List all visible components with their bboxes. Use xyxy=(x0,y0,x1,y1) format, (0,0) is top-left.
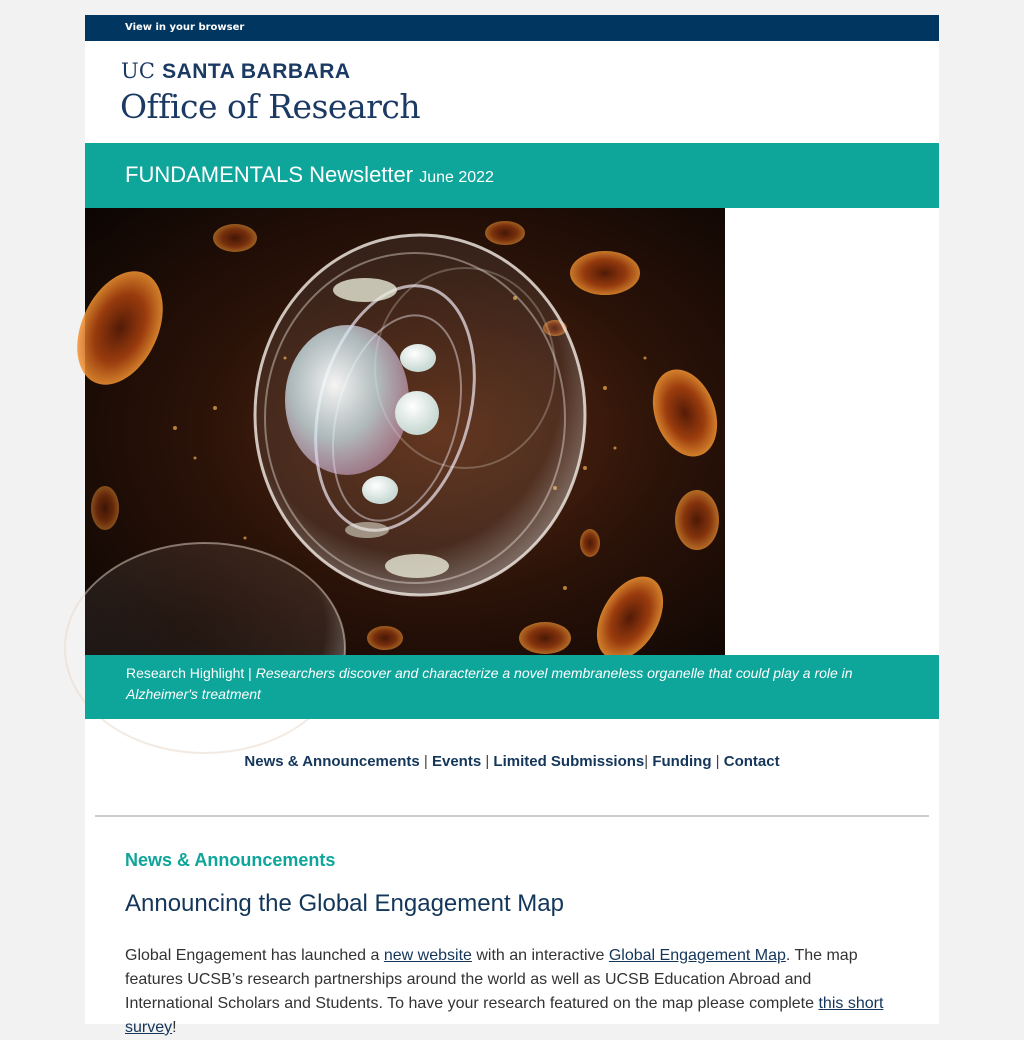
nav-contact-link[interactable]: Contact xyxy=(723,753,780,770)
logo-area xyxy=(85,41,939,143)
nav-events-link[interactable]: Events xyxy=(431,753,482,770)
hero-image[interactable] xyxy=(85,208,725,655)
nav-separator: | xyxy=(419,753,432,770)
logo-uc: UC xyxy=(121,59,156,83)
survey-link[interactable]: this short survey xyxy=(125,995,884,1036)
nav-news-link[interactable]: News & Announcements xyxy=(244,753,420,770)
article-headline: Announcing the Global Engagement Map xyxy=(125,890,564,917)
caption-label: Research Highlight | xyxy=(126,665,256,681)
body-text-part: . The map features UCSB’s research partnerships around the world as well as UCSB Education Abroad and International Scholars and Students. To have your research featured on the map please complete xyxy=(125,947,858,1012)
banner-title-row xyxy=(125,162,494,188)
body-text-part: Global Engagement has launched a xyxy=(125,947,384,964)
news-section xyxy=(85,850,939,1040)
section-label: News & Announcements xyxy=(125,850,336,870)
ucsb-logo[interactable] xyxy=(121,59,351,84)
section-divider xyxy=(95,815,929,817)
nav-limited-submissions-link[interactable]: Limited Submissions xyxy=(493,753,645,770)
global-engagement-map-link[interactable]: Global Engagement Map xyxy=(608,947,786,964)
body-text-part: ! xyxy=(172,1019,177,1036)
nav-separator: | xyxy=(711,753,724,770)
caption-text xyxy=(126,663,889,705)
view-in-browser-link[interactable]: View in your browser xyxy=(125,22,245,33)
research-highlight-caption[interactable] xyxy=(85,655,939,719)
body-text-part: with an interactive xyxy=(471,947,609,964)
nav-funding-link[interactable]: Funding xyxy=(652,753,712,770)
newsletter-date: June 2022 xyxy=(419,169,494,186)
top-bar xyxy=(85,15,939,41)
cell-organelle-illustration-icon xyxy=(85,208,725,655)
logo-santa-barbara: SANTA BARBARA xyxy=(162,60,351,83)
office-of-research-logo: Office of Research xyxy=(120,87,421,126)
nav-separator: | xyxy=(481,753,494,770)
hero-section xyxy=(85,208,939,655)
newsletter-banner xyxy=(85,143,939,208)
article-body xyxy=(125,944,899,1040)
caption-headline[interactable]: Researchers discover and characterize a novel membraneless organelle that could play a role in Alzheimer's treatment xyxy=(126,665,853,702)
newsletter-title: FUNDAMENTALS Newsletter xyxy=(125,162,414,187)
new-website-link[interactable]: new website xyxy=(383,947,472,964)
email-container xyxy=(85,15,939,1036)
nav-separator: | xyxy=(644,753,653,770)
